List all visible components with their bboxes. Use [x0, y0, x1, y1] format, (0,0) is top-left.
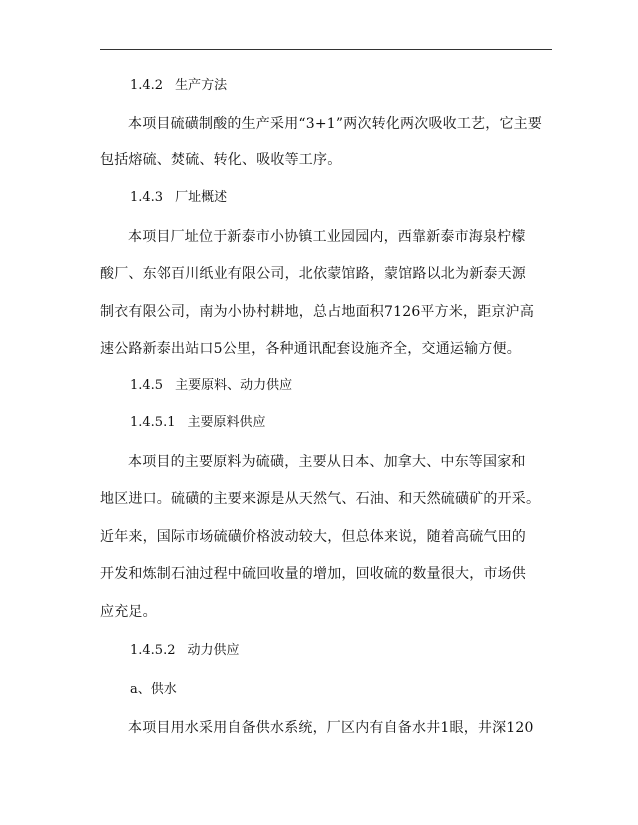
section-heading-1-4-5-1: [130, 413, 582, 433]
section-title: 厂址概述: [175, 190, 228, 205]
paragraph-line: 地区进口。硫磺的主要来源是从天然气、石油、和天然硫磺矿的开采。: [100, 491, 541, 507]
section-number: 1.4.2: [130, 78, 164, 93]
section-title: 生产方法: [175, 78, 228, 93]
section-number: 1.4.3: [130, 190, 164, 205]
paragraph-line: 本项目硫磺制酸的生产采用“3+1”两次转化两次吸收工艺，它主要: [128, 116, 543, 132]
section-heading-1-4-3: [130, 188, 582, 208]
paragraph-line: 包括熔硫、焚硫、转化、吸收等工序。: [100, 152, 342, 168]
paragraph-line: 应充足。: [100, 604, 157, 620]
section-number: 1.4.5: [130, 378, 164, 393]
paragraph-line: 本项目厂址位于新泰市小协镇工业园园内，西靠新泰市海泉柠檬: [128, 229, 526, 245]
paragraph-line: 制衣有限公司，南为小协村耕地，总占地面积7126平方米，距京沪高: [100, 304, 535, 320]
paragraph-line: 开发和炼制石油过程中硫回收量的增加，回收硫的数量很大，市场供: [100, 566, 526, 582]
section-heading-1-4-5-2: [130, 641, 582, 661]
section-title: 主要原料供应: [187, 415, 266, 430]
paragraph-line: 近年来，国际市场硫磺价格波动较大，但总体来说，随着高硫气田的: [100, 529, 526, 545]
paragraph-line: 本项目的主要原料为硫磺，主要从日本、加拿大、中东等国家和: [128, 454, 526, 470]
paragraph-line: 本项目用水采用自备供水系统，厂区内有自备水井1眼，井深120: [128, 720, 534, 736]
section-number: 1.4.5.1: [130, 415, 176, 430]
section-heading-1-4-2: [130, 76, 582, 96]
paragraph-line: 酸厂、东邻百川纸业有限公司，北依蒙馆路，蒙馆路以北为新泰天源: [100, 266, 526, 282]
section-number: 1.4.5.2: [130, 643, 176, 658]
paragraph-line: 速公路新泰出站口5公里，各种通讯配套设施齐全，交通运输方便。: [100, 341, 521, 357]
subheading-water-supply: a、供水: [130, 682, 177, 697]
section-title: 动力供应: [187, 643, 240, 658]
header-rule: [100, 49, 552, 50]
section-heading-1-4-5: [130, 376, 582, 396]
section-title: 主要原料、动力供应: [175, 378, 293, 393]
